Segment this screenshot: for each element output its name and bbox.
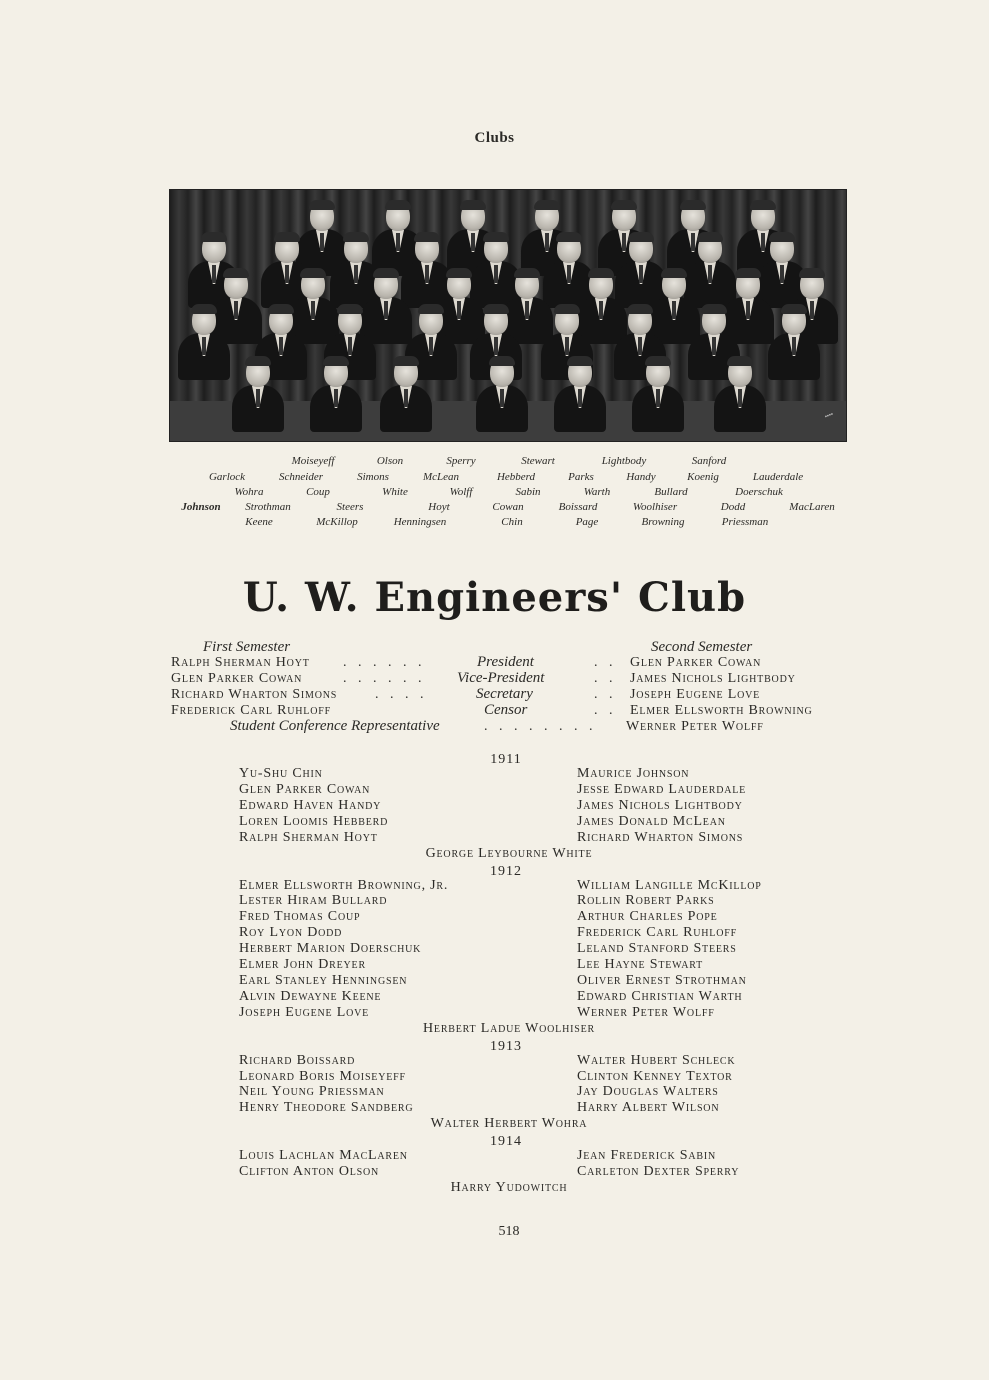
- member-name: Lester Hiram Bullard: [239, 893, 388, 909]
- leader-dots: . . . . . .: [343, 671, 426, 686]
- member-name: Carleton Dexter Sperry: [577, 1164, 740, 1180]
- caption-name: Page: [575, 516, 599, 528]
- leader-dots: . .: [594, 671, 617, 686]
- officer-second-semester: Elmer Ellsworth Browning: [630, 703, 813, 718]
- caption-name: Dodd: [720, 501, 746, 513]
- caption-name: Wohra: [234, 486, 264, 498]
- officer-first-semester: Ralph Sherman Hoyt: [171, 655, 310, 670]
- photo-member: [232, 358, 284, 432]
- officer-title: Vice-President: [457, 670, 545, 686]
- leader-dots: . . . . . . . .: [484, 719, 597, 734]
- caption-name: Hebberd: [496, 471, 536, 483]
- caption-name: Koenig: [687, 471, 719, 483]
- member-name: Joseph Eugene Love: [239, 1004, 370, 1020]
- member-name: Elmer John Dreyer: [239, 957, 366, 972]
- member-name: Roy Lyon Dodd: [239, 925, 343, 941]
- member-name: William Langille McKillop: [577, 877, 762, 893]
- caption-name: Priessman: [721, 516, 769, 528]
- leader-dots: . .: [594, 655, 617, 670]
- member-name: Alvin Dewayne Keene: [239, 988, 382, 1004]
- officer-title: President: [477, 654, 534, 670]
- member-name: Henry Theodore Sandberg: [239, 1100, 414, 1116]
- member-name: Loren Loomis Hebberd: [239, 813, 389, 829]
- member-name: Jesse Edward Lauderdale: [577, 781, 747, 797]
- caption-name: Henningsen: [393, 516, 447, 528]
- caption-name: Bullard: [654, 486, 688, 498]
- caption-name: Chin: [501, 516, 523, 528]
- caption-name: McLean: [422, 471, 460, 483]
- caption-name: White: [382, 486, 408, 498]
- caption-name: Schneider: [279, 471, 323, 483]
- caption-name: Cowan: [492, 501, 524, 513]
- photo-member: [554, 358, 606, 432]
- class-year-heading: 1912: [490, 863, 522, 879]
- member-name: Neil Young Priessman: [239, 1084, 385, 1100]
- member-name: Earl Stanley Henningsen: [239, 972, 408, 988]
- caption-row-4: [0, 501, 989, 516]
- member-name: Fred Thomas Coup: [239, 909, 361, 925]
- photo-member: [714, 358, 766, 432]
- leader-dots: . .: [594, 687, 617, 702]
- member-name: Harry Albert Wilson: [577, 1100, 720, 1116]
- member-name-centered: Herbert Ladue Woolhiser: [423, 1020, 595, 1036]
- caption-row-5: [0, 516, 989, 531]
- class-year-heading: 1914: [490, 1134, 522, 1150]
- first-semester-heading: First Semester: [203, 639, 291, 655]
- officer-first-semester: Frederick Carl Ruhloff: [171, 703, 331, 718]
- member-name: Ralph Sherman Hoyt: [239, 829, 378, 845]
- member-name: Richard Wharton Simons: [577, 829, 744, 845]
- caption-row-2: [0, 471, 989, 486]
- member-name: Glen Parker Cowan: [239, 781, 371, 797]
- conference-representative-name: Werner Peter Wolff: [626, 719, 764, 734]
- photo-member: [476, 358, 528, 432]
- member-name: James Donald McLean: [577, 813, 726, 829]
- member-name: Werner Peter Wolff: [577, 1004, 715, 1020]
- photo-member: [768, 306, 820, 380]
- club-title: U. W. Engineers' Club: [242, 574, 747, 621]
- member-name: James Nichols Lightbody: [577, 797, 743, 813]
- officer-first-semester: Glen Parker Cowan: [171, 671, 303, 686]
- caption-name: Moiseyeff: [291, 455, 335, 467]
- officer-second-semester: James Nichols Lightbody: [630, 671, 796, 686]
- officer-second-semester: Joseph Eugene Love: [630, 687, 761, 702]
- caption-name: Browning: [641, 516, 685, 528]
- officer-title: Secretary: [476, 686, 533, 702]
- group-photo: [169, 189, 847, 442]
- caption-name: Warth: [583, 486, 611, 498]
- caption-name: Steers: [336, 501, 364, 513]
- member-name-centered: George Leybourne White: [425, 845, 593, 861]
- caption-name: Keene: [245, 516, 273, 528]
- member-name: Edward Haven Handy: [239, 797, 382, 813]
- caption-name: Lightbody: [601, 455, 647, 467]
- member-name: Rollin Robert Parks: [577, 893, 715, 909]
- member-name: Yu-Shu Chin: [239, 766, 323, 781]
- class-year-heading: 1913: [490, 1038, 522, 1054]
- member-name: Elmer Ellsworth Browning, Jr.: [239, 877, 449, 893]
- caption-name: Olson: [376, 455, 404, 467]
- member-name: Edward Christian Warth: [577, 988, 743, 1004]
- caption-name: McKillop: [316, 516, 358, 528]
- photographer-stamp: ▪▪▪▪: [824, 411, 835, 421]
- caption-name: Wolff: [449, 486, 473, 498]
- leader-dots: . .: [594, 703, 617, 718]
- member-name: Oliver Ernest Strothman: [577, 972, 747, 988]
- photo-member: [178, 306, 230, 380]
- member-name: Walter Hubert Schleck: [577, 1052, 736, 1068]
- photo-member: [310, 358, 362, 432]
- conference-representative-label: Student Conference Representative: [230, 718, 440, 734]
- member-name: Frederick Carl Ruhloff: [577, 925, 737, 941]
- caption-row-3: [0, 486, 989, 501]
- photo-member: [380, 358, 432, 432]
- caption-row-1: [0, 455, 989, 470]
- member-name: Jay Douglas Walters: [577, 1084, 719, 1100]
- leader-dots: . . . . . .: [343, 655, 426, 670]
- caption-name: Stewart: [521, 455, 555, 467]
- member-name: Louis Lachlan MacLaren: [239, 1148, 408, 1164]
- caption-name: Boissard: [558, 501, 598, 513]
- member-name-centered: Harry Yudowitch: [450, 1180, 568, 1195]
- member-name: Richard Boissard: [239, 1052, 356, 1068]
- member-name: Clinton Kenney Textor: [577, 1068, 733, 1084]
- member-name-centered: Walter Herbert Wohra: [430, 1116, 588, 1132]
- caption-name: Hoyt: [428, 501, 450, 513]
- officer-first-semester: Richard Wharton Simons: [171, 687, 338, 702]
- page-number: 518: [498, 1224, 520, 1239]
- caption-name: Garlock: [208, 471, 246, 483]
- member-name: Leland Stanford Steers: [577, 941, 737, 957]
- member-name: Herbert Marion Doerschuk: [239, 941, 422, 957]
- caption-name: Simons: [357, 471, 389, 483]
- leader-dots: . . . .: [375, 687, 428, 702]
- caption-name: Sperry: [446, 455, 476, 467]
- member-name: Leonard Boris Moiseyeff: [239, 1068, 406, 1084]
- officer-title: Censor: [484, 702, 528, 718]
- member-name: Arthur Charles Pope: [577, 909, 718, 925]
- caption-name: Lauderdale: [752, 471, 804, 483]
- member-name: Lee Hayne Stewart: [577, 957, 704, 972]
- member-name: Jean Frederick Sabin: [577, 1148, 717, 1164]
- caption-name: Strothman: [245, 501, 291, 513]
- second-semester-heading: Second Semester: [651, 639, 753, 655]
- caption-name: Doerschuk: [735, 486, 783, 498]
- caption-name: Woolhiser: [632, 501, 678, 513]
- caption-name: MacLaren: [789, 501, 835, 513]
- caption-name: Handy: [626, 471, 656, 483]
- caption-name: Coup: [306, 486, 330, 498]
- member-name: Clifton Anton Olson: [239, 1164, 380, 1180]
- caption-name: Sabin: [515, 486, 541, 498]
- caption-name: Parks: [568, 471, 594, 483]
- caption-name: Sanford: [691, 455, 727, 467]
- photo-member: [632, 358, 684, 432]
- class-year-heading: 1911: [490, 752, 522, 767]
- officer-second-semester: Glen Parker Cowan: [630, 655, 762, 670]
- member-name: Maurice Johnson: [577, 766, 690, 781]
- caption-name: Johnson: [181, 501, 221, 513]
- running-head: Clubs: [474, 130, 515, 146]
